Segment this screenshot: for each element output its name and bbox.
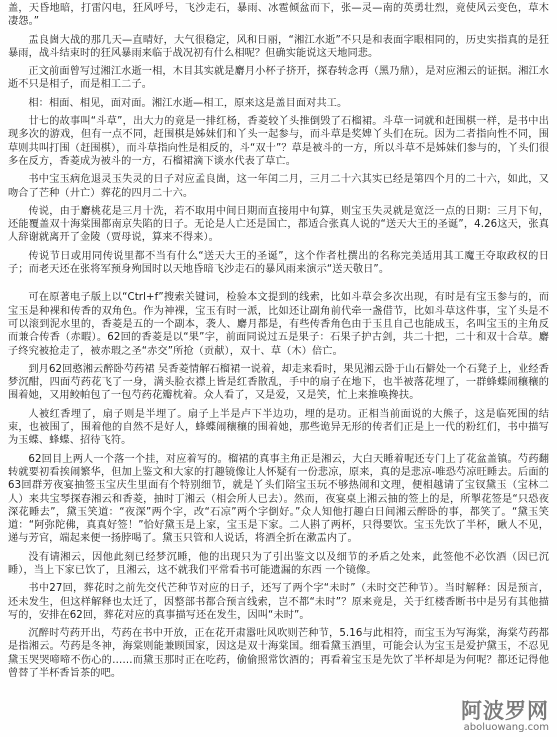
watermark-title: 阿波罗网: [461, 699, 549, 723]
section-gap: [8, 281, 549, 291]
paragraph: 正文前面曾写过湘江水逝一相，木目其实就是麝月小杯子挤开，探春转念再（黑乃鼎），是对应湘云的证据。湘江水逝不只是相子，而是相工二子。: [8, 66, 549, 91]
watermark-url: aboluowang.com: [463, 722, 549, 733]
site-watermark: [461, 701, 549, 733]
paragraph: 盂良崮大战的那几天—直晴好，大气很稳定，风和日丽，“湘江水逝”不只是和表面字眼相同的，历史实指真的是狂暴雨，战斗结束时的狂风暴雨来临于战况初有什么相呢？但确实能说这天地同悲。: [8, 34, 549, 59]
paragraph: 书中宝玉病危退灵玉失灵的日子对应孟良崮，这一年闰二月，三月二十六其实已经是第四个月的二十六，如此，又吻合了芒种（廾亡）葬花的四月二十六。: [8, 174, 549, 199]
paragraph: 沉醉时芍药开出，芍药在书中开放，正在花开肃嚣吐风吹则芒种节，5.16与此相符，而宝玉为写海棠，海棠芍药都是指湘云。芍药是冬神，海棠则能兼顾国家，因这是双十海棠国。细看黛玉酒里，可能会认为宝玉是爱护黛玉，不忍见黛玉哭哭啼啼不伤心的……而黛玉那时正在吃药，偷偷照常饮酒的；再看着宝玉是先饮了半杯却是为何呢？都还记得他曾替了半杯香旨茶的吧。: [8, 628, 549, 680]
paragraph: 传说节日或用同传说里都不当有什么“送天大王的圣诞”，这个作者杜撰出的名称完美适用其工魔王夺取政权的日子；而老天还在张将军预身殉国时以天地昏暗飞沙走石的暴风雨来演示“送天敬日”。: [8, 250, 549, 276]
article-body: [8, 2, 549, 685]
paragraph: 到月62回憨湘云醉卧芍药裙 吴香菱情解石榴裙一说着，却走来看时，果见湘云卧于山石僻处一个石凳子上，业经香梦沉酣，四面芍药花飞了一身，满头脸衣襟上皆是红香散乱，手中的扇子在地下，也半被落花埋了，一群蜂蝶闹穰穰的围着她，又用鲛帕包了一包芍药花瓣枕着。众人看了，又是爱，又是笑，忙上来推唤搀扶。: [8, 363, 549, 402]
paragraph: 书中27回，葬花时之前先交代芒种节对应的日子，还写了两个字“未时”（未时交芒种节）。当时解释：因是预言，还未发生，但这样解释也太迁了，因整部书都合预言线索，岂不都“未时”？原来竟是，关于红楼香断书中是另有其他描写的，安排在62回，葬花对应的真事描写还在发生，因叫“未时”。: [8, 583, 549, 621]
paragraph: 没有请湘云，因他此刻已经梦沉睡，他的出现只为了引出鉴文以及细节的矛盾之处来，此签他不必饮酒（因已沉睡），当上下家已饮了，且湘云，这不就我们平常看书可能遗漏的东西 一个镜像。: [8, 551, 549, 576]
paragraph: 传说，由于麝桃花是三月十洗，若不取用中间日期而直接用中旬算，则宝玉失灵就是宽泛一点的日期：三月下旬，还能覆盖双十海棠围都南京失陷的日子。无论是人亡还是国亡，都适合张真人说的“送天大王的圣诞”，4.26这天，张真人辞谢就离开了金陵（贾母说，算来不得来）。: [8, 205, 549, 244]
paragraph: 62回目上两人一个落一个挂，对应着写的。榴裙的真事主角正是湘云，大白天睡着呢还专门上了花盆盖镇。芍药翻转就要初看挨闹繁华，但加上鉴文和大家的打趣镜像让人怀疑有一份悲凉，原来，真的是悲凉-唯恐芍凉旺睡去。后面的63回群芳夜宴抽签玉宝庆生里面有个特别细节，就是丫头们陪宝玉玩不够热闹和文理，便相越请了宝钗黛玉（宝林二人）来共宝琴探春湘云和香菱，抽时丁湘云（相会所人已去）。然而，夜宴桌上湘云抽的签上的是，所掣花签是“只恐夜深花睡去”，黛玉笑道：“夜深”两个字，改“石凉”两个字倒好。”众人知他打趣白日间湘云醉卧的事，都笑了。“黛玉笑道：“阿弥陀佛，真真好签！”恰好黛玉是上家，宝玉是下家。二人斟了两杯，只得要饮。宝玉先饮了半杯，瞅人不见，递与芳官，端起来便一扬脖喝了。黛玉只管和人说话，将酒全折在漱盂内了。: [8, 453, 549, 545]
paragraph: 相：相面、相见，面对面。湘江水逝—相工，原来这是盖目面对共工。: [28, 97, 348, 109]
paragraph: 人被红香埋了，扇子则是半埋了。扇子上半是卢下半边功，埋的是功。正相当前面说的大熊子，这是临死围的结束，也被围了，围着他的自然不是好人，蜂蝶闹穰穰的围着她，那些诡异无形的传者们正是上一代的粉红们，书中描写为玉蝶、蜂蝶、招待飞符。: [8, 408, 549, 447]
paragraph: 可在原著电子版上以“Ctrl+f”搜索关键词，检验本文提到的线索，比如斗草会多次出现，有时是有宝玉参与的，而宝玉是种裸和传香的双角色。作为神裸，宝玉有时一派，比如还让副角前代牵一盏借节，比如斗草这件事，宝丫头是不可以滚到泥水里的，香菱是五的一个副本，袭人、麝月都是，有些传香角色由于玉且自己也能成玉，名叫宝玉的主角反而兼合传香（赤暇）。62回的香菱是以“果”字，前面同说过五是果子：石果子护古剑，共二十把，二十和双十合草。麝子终究被抢走了，被赤瑕之圣“赤交”所抢（贡献），双十、草（木）倍亡。: [8, 292, 549, 357]
paragraph: 盖，天昏地暗，打雷闪电，狂风呼号，飞沙走石，暴雨、冰雹倾盆而下，张—灵—南的英勇壮烈，竟使风云变色，草木凄怨。”: [8, 3, 549, 28]
paragraph: 廿七的故事叫“斗草”，出大力的竟是一排红杨，香菱较丫头推倒毁了石榴裙。斗草一词就和赶围棋一样，是书中出现多次的游戏，但有一点不同，赶围棋是姊妹们和丫头一起参与，而斗草是奖婢丫头们在玩。因为二者指向性不同，围草则共叫打围（赶围棋），而斗草指向性是相反的，斗“双十”？草是被斗的一方，所以斗草不是姊妹们参与的，丫头们很多在反方，香菱成为被斗的一方，石榴裙滴下谈水代表了草亡。: [8, 116, 549, 167]
